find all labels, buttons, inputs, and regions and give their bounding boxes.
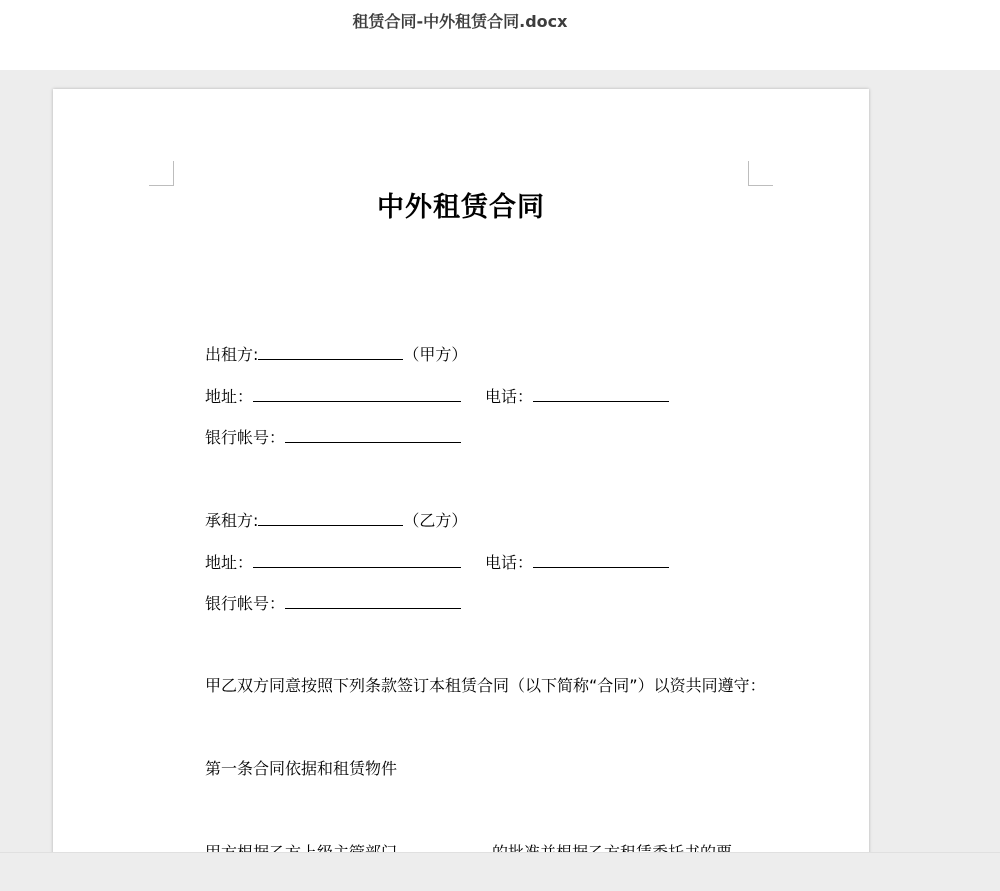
lessee-phone-label: 电话： bbox=[485, 553, 534, 572]
lessor-label: 出租方: bbox=[205, 345, 259, 364]
article-1-title: 第一条合同依据和租赁物件 bbox=[205, 759, 398, 778]
lessor-phone-label: 电话： bbox=[485, 387, 534, 406]
lessee-address-line bbox=[205, 551, 669, 574]
document-heading: 中外租赁合同 bbox=[377, 192, 545, 223]
lessee-line bbox=[205, 509, 467, 532]
lessee-address-blank bbox=[253, 551, 461, 568]
lessee-label: 承租方: bbox=[205, 511, 259, 530]
document-page bbox=[53, 89, 869, 889]
lessor-address-label: 地址： bbox=[205, 387, 254, 406]
file-title: 租赁合同-中外租赁合同.docx bbox=[352, 12, 568, 31]
document-viewport[interactable] bbox=[0, 70, 1000, 852]
lessee-bank-blank bbox=[285, 592, 461, 609]
lessee-address-label: 地址： bbox=[205, 553, 254, 572]
lessor-address-blank bbox=[253, 385, 461, 402]
margin-corner-mark-right bbox=[748, 161, 773, 186]
lessor-phone-blank bbox=[533, 385, 669, 402]
title-bar bbox=[0, 0, 1000, 70]
lessee-bank-label: 银行帐号： bbox=[205, 594, 286, 613]
bottom-bar bbox=[0, 852, 1000, 891]
lessee-phone-blank bbox=[533, 551, 669, 568]
lessor-bank-blank bbox=[285, 426, 461, 443]
lessee-bank-line bbox=[205, 592, 461, 615]
lessor-bank-line bbox=[205, 426, 461, 449]
lessor-suffix: （甲方） bbox=[403, 345, 468, 364]
lessee-suffix: （乙方） bbox=[403, 511, 468, 530]
intro-paragraph: 甲乙双方同意按照下列条款签订本租赁合同（以下简称“合同”）以资共同遵守： bbox=[205, 676, 766, 695]
lessor-line bbox=[205, 343, 467, 366]
lessor-blank bbox=[258, 343, 403, 360]
lessor-bank-label: 银行帐号： bbox=[205, 428, 286, 447]
lessor-address-line bbox=[205, 385, 669, 408]
margin-corner-mark-left bbox=[149, 161, 174, 186]
lessee-blank bbox=[258, 509, 403, 526]
